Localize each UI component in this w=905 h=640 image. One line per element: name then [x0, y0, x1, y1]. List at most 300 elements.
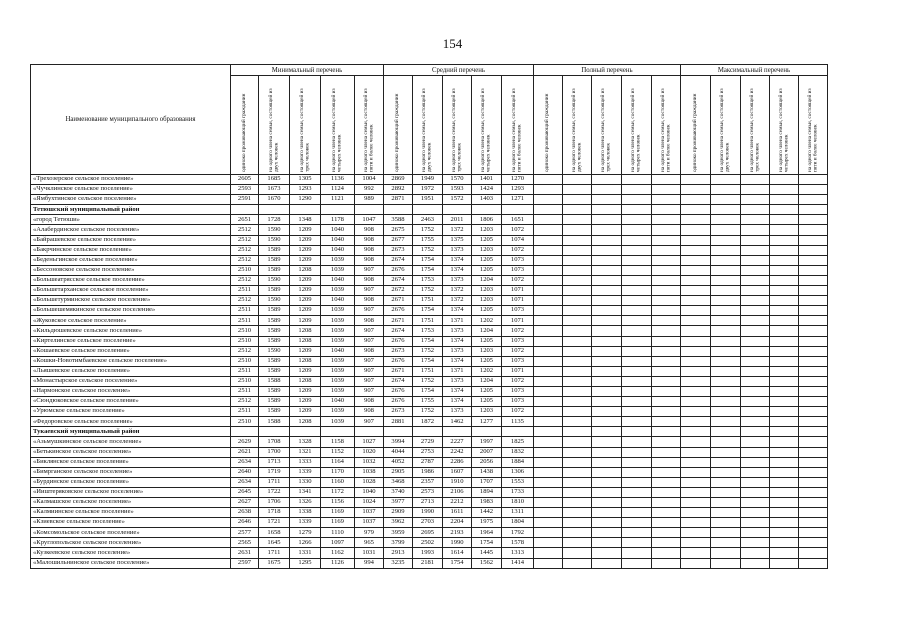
- value-cell: [711, 457, 741, 467]
- value-cell: [799, 386, 828, 396]
- value-cell: [711, 538, 741, 548]
- value-cell: [711, 286, 741, 296]
- value-cell: [534, 265, 563, 275]
- municipality-name: «Кзиевское сельское поселение»: [31, 518, 231, 528]
- value-cell: [652, 235, 681, 245]
- value-cell: 1670: [259, 195, 290, 205]
- value-cell: 2511: [231, 386, 259, 396]
- value-cell: [592, 498, 622, 508]
- value-cell: [711, 366, 741, 376]
- value-cell: 1072: [502, 326, 534, 336]
- value-cell: [534, 296, 563, 306]
- value-cell: [622, 376, 652, 386]
- value-cell: [652, 518, 681, 528]
- value-cell: 2212: [443, 498, 472, 508]
- value-cell: [799, 336, 828, 346]
- table-row: [31, 457, 828, 467]
- value-cell: [534, 487, 563, 497]
- value-cell: 1205: [472, 336, 502, 346]
- value-cell: 1209: [290, 306, 321, 316]
- value-cell: 1611: [443, 508, 472, 518]
- value-cell: 1047: [355, 215, 384, 225]
- value-cell: 2605: [231, 175, 259, 185]
- value-cell: 1752: [413, 245, 443, 255]
- value-cell: 1607: [443, 467, 472, 477]
- value-cell: [799, 265, 828, 275]
- value-cell: [259, 205, 290, 215]
- value-cell: [563, 296, 592, 306]
- value-cell: [534, 427, 563, 437]
- value-cell: [711, 195, 741, 205]
- value-cell: [622, 498, 652, 508]
- value-cell: [711, 528, 741, 538]
- value-cell: [592, 275, 622, 285]
- value-cell: [681, 185, 711, 195]
- value-cell: [770, 306, 799, 316]
- value-cell: [563, 376, 592, 386]
- value-cell: [711, 215, 741, 225]
- value-cell: 1072: [502, 245, 534, 255]
- value-cell: [681, 467, 711, 477]
- value-cell: [592, 235, 622, 245]
- value-cell: [711, 336, 741, 346]
- value-cell: 1685: [259, 175, 290, 185]
- value-cell: [652, 477, 681, 487]
- value-cell: 1949: [413, 175, 443, 185]
- value-cell: 1205: [472, 265, 502, 275]
- value-cell: 2106: [443, 487, 472, 497]
- value-cell: [592, 548, 622, 558]
- value-cell: [563, 477, 592, 487]
- value-cell: [534, 336, 563, 346]
- value-cell: [741, 477, 770, 487]
- value-cell: 1708: [259, 437, 290, 447]
- value-cell: [741, 225, 770, 235]
- value-cell: 1570: [443, 175, 472, 185]
- value-cell: 1403: [472, 195, 502, 205]
- value-cell: [534, 528, 563, 538]
- value-cell: [741, 447, 770, 457]
- value-cell: [770, 376, 799, 386]
- value-cell: [321, 205, 355, 215]
- value-cell: [534, 447, 563, 457]
- value-cell: 1024: [355, 498, 384, 508]
- value-cell: [652, 487, 681, 497]
- value-cell: 1374: [443, 265, 472, 275]
- value-cell: 2511: [231, 407, 259, 417]
- value-cell: [711, 397, 741, 407]
- value-cell: [622, 286, 652, 296]
- value-cell: [622, 386, 652, 396]
- value-cell: [534, 407, 563, 417]
- subcolumn-header-label: на одного члена семьи, состоящей из трех человек: [298, 88, 310, 172]
- subcolumn-header: [231, 76, 259, 175]
- value-cell: 1993: [413, 548, 443, 558]
- value-cell: [563, 185, 592, 195]
- value-cell: 1331: [290, 548, 321, 558]
- value-cell: [652, 245, 681, 255]
- value-cell: [321, 427, 355, 437]
- municipality-name: «Малошильнинское сельское поселение»: [31, 558, 231, 568]
- value-cell: [534, 215, 563, 225]
- value-cell: 1445: [472, 548, 502, 558]
- value-cell: [563, 215, 592, 225]
- value-cell: [592, 467, 622, 477]
- value-cell: [592, 487, 622, 497]
- value-cell: 2671: [384, 366, 413, 376]
- value-cell: 907: [355, 336, 384, 346]
- value-cell: 1810: [502, 498, 534, 508]
- table-row: [31, 407, 828, 417]
- value-cell: [622, 215, 652, 225]
- value-cell: 2573: [413, 487, 443, 497]
- subcolumn-header: [681, 76, 711, 175]
- value-cell: 2675: [384, 225, 413, 235]
- table-row: [31, 508, 828, 518]
- value-cell: 2634: [231, 457, 259, 467]
- value-cell: [563, 275, 592, 285]
- value-cell: 1209: [290, 316, 321, 326]
- section-header-maximal: Максимальный перечень: [681, 65, 828, 76]
- municipality-name: «Биклянское сельское поселение»: [31, 457, 231, 467]
- value-cell: [622, 508, 652, 518]
- value-cell: [534, 417, 563, 427]
- value-cell: 1039: [321, 326, 355, 336]
- value-cell: 2871: [384, 195, 413, 205]
- subcolumn-header-label: на одного члена семьи, состоящей из четырех человек: [480, 88, 492, 172]
- value-cell: [799, 215, 828, 225]
- value-cell: [741, 498, 770, 508]
- table-row: [31, 336, 828, 346]
- subcolumn-header: [592, 76, 622, 175]
- value-cell: 1178: [321, 215, 355, 225]
- value-cell: 2510: [231, 376, 259, 386]
- value-cell: [741, 265, 770, 275]
- value-cell: 1374: [443, 306, 472, 316]
- value-cell: [711, 508, 741, 518]
- value-cell: [563, 245, 592, 255]
- value-cell: 1209: [290, 235, 321, 245]
- subcolumn-header-label: на одного члена семьи, состоящей из пяти и более человек: [362, 88, 374, 172]
- value-cell: 1755: [413, 235, 443, 245]
- value-cell: 1589: [259, 397, 290, 407]
- value-cell: 1348: [290, 215, 321, 225]
- value-cell: 2204: [443, 518, 472, 528]
- value-cell: [711, 487, 741, 497]
- value-cell: 1375: [443, 235, 472, 245]
- value-cell: [799, 326, 828, 336]
- value-cell: [563, 175, 592, 185]
- value-cell: 1135: [502, 417, 534, 427]
- municipality-name: «город Тетюши»: [31, 215, 231, 225]
- value-cell: 1202: [472, 366, 502, 376]
- value-cell: [711, 356, 741, 366]
- value-cell: [592, 185, 622, 195]
- value-cell: 1990: [443, 538, 472, 548]
- value-cell: [652, 185, 681, 195]
- value-cell: [652, 467, 681, 477]
- value-cell: 1910: [443, 477, 472, 487]
- value-cell: [681, 518, 711, 528]
- value-cell: [770, 195, 799, 205]
- value-cell: [563, 417, 592, 427]
- municipality-name: «Калмашское сельское поселение»: [31, 498, 231, 508]
- value-cell: [711, 205, 741, 215]
- value-cell: 2512: [231, 235, 259, 245]
- value-cell: [622, 437, 652, 447]
- value-cell: [799, 376, 828, 386]
- value-cell: [563, 498, 592, 508]
- value-cell: 1169: [321, 508, 355, 518]
- value-cell: 2510: [231, 417, 259, 427]
- value-cell: 1074: [502, 235, 534, 245]
- value-cell: [592, 225, 622, 235]
- value-cell: 1270: [502, 175, 534, 185]
- value-cell: 1040: [321, 245, 355, 255]
- value-cell: 1722: [259, 487, 290, 497]
- value-cell: [534, 437, 563, 447]
- value-cell: [799, 366, 828, 376]
- value-cell: [741, 386, 770, 396]
- value-cell: 1614: [443, 548, 472, 558]
- value-cell: 908: [355, 275, 384, 285]
- value-cell: [563, 386, 592, 396]
- value-cell: 1071: [502, 296, 534, 306]
- value-cell: 1964: [472, 528, 502, 538]
- value-cell: 2597: [231, 558, 259, 568]
- value-cell: 2676: [384, 336, 413, 346]
- value-cell: 1373: [443, 275, 472, 285]
- value-cell: 907: [355, 286, 384, 296]
- value-cell: [622, 296, 652, 306]
- value-cell: 1039: [321, 316, 355, 326]
- value-cell: [770, 467, 799, 477]
- value-cell: [681, 235, 711, 245]
- value-cell: 1593: [443, 185, 472, 195]
- value-cell: [502, 427, 534, 437]
- value-cell: 2627: [231, 498, 259, 508]
- value-cell: 1208: [290, 326, 321, 336]
- value-cell: [741, 407, 770, 417]
- subcolumn-header-label: на одного члена семьи, состоящей из трех человек: [450, 88, 462, 172]
- value-cell: [799, 356, 828, 366]
- value-cell: [711, 548, 741, 558]
- value-cell: [534, 326, 563, 336]
- value-cell: [770, 477, 799, 487]
- value-cell: [681, 195, 711, 205]
- value-cell: 1754: [413, 255, 443, 265]
- value-cell: [563, 356, 592, 366]
- value-cell: [652, 376, 681, 386]
- value-cell: 908: [355, 225, 384, 235]
- value-cell: [799, 457, 828, 467]
- name-column-header: Наименование муниципального образования: [31, 65, 231, 175]
- value-cell: 1706: [259, 498, 290, 508]
- value-cell: 3977: [384, 498, 413, 508]
- value-cell: 1986: [413, 467, 443, 477]
- value-cell: [652, 296, 681, 306]
- value-cell: [741, 457, 770, 467]
- value-cell: [592, 427, 622, 437]
- value-cell: 2510: [231, 336, 259, 346]
- value-cell: 2510: [231, 356, 259, 366]
- value-cell: [711, 225, 741, 235]
- value-cell: 1752: [413, 376, 443, 386]
- value-cell: [592, 376, 622, 386]
- value-cell: [770, 407, 799, 417]
- value-cell: [622, 528, 652, 538]
- value-cell: [652, 386, 681, 396]
- table-row: [31, 538, 828, 548]
- value-cell: [622, 275, 652, 285]
- value-cell: 1040: [321, 275, 355, 285]
- value-cell: 1645: [259, 538, 290, 548]
- subcolumn-header: [711, 76, 741, 175]
- value-cell: [741, 286, 770, 296]
- value-cell: 2672: [384, 286, 413, 296]
- value-cell: [711, 306, 741, 316]
- value-cell: 1097: [321, 538, 355, 548]
- value-cell: [652, 225, 681, 235]
- value-cell: [770, 427, 799, 437]
- value-cell: 1752: [413, 225, 443, 235]
- value-cell: [592, 447, 622, 457]
- value-cell: 1589: [259, 386, 290, 396]
- value-cell: 908: [355, 245, 384, 255]
- value-cell: 1202: [472, 316, 502, 326]
- page-number: 154: [442, 36, 463, 51]
- value-cell: 2674: [384, 376, 413, 386]
- value-cell: [592, 386, 622, 396]
- value-cell: [799, 498, 828, 508]
- value-cell: 1073: [502, 265, 534, 275]
- value-cell: 2511: [231, 306, 259, 316]
- value-cell: 2695: [413, 528, 443, 538]
- subcolumn-header: [770, 76, 799, 175]
- value-cell: 1371: [443, 366, 472, 376]
- value-cell: 908: [355, 255, 384, 265]
- municipality-name: «Кильдюшевское сельское поселение»: [31, 326, 231, 336]
- municipality-name: «Сюндюковское сельское поселение»: [31, 397, 231, 407]
- value-cell: 2463: [413, 215, 443, 225]
- value-cell: 1277: [472, 417, 502, 427]
- value-cell: [259, 427, 290, 437]
- value-cell: [770, 326, 799, 336]
- value-cell: [622, 235, 652, 245]
- value-cell: [681, 558, 711, 568]
- value-cell: 1675: [259, 558, 290, 568]
- value-cell: [799, 487, 828, 497]
- subcolumn-header: [384, 76, 413, 175]
- value-cell: 1753: [413, 326, 443, 336]
- municipality-name: «Жуковское сельское поселение»: [31, 316, 231, 326]
- value-cell: 2512: [231, 296, 259, 306]
- value-cell: 1203: [472, 296, 502, 306]
- value-cell: 1341: [290, 487, 321, 497]
- value-cell: [652, 498, 681, 508]
- value-cell: [681, 346, 711, 356]
- value-cell: 2577: [231, 528, 259, 538]
- value-cell: [652, 346, 681, 356]
- value-cell: 1279: [290, 528, 321, 538]
- value-cell: 1039: [321, 407, 355, 417]
- value-cell: 1754: [413, 265, 443, 275]
- value-cell: 1590: [259, 225, 290, 235]
- value-cell: 1040: [321, 397, 355, 407]
- value-cell: [534, 195, 563, 205]
- value-cell: 2511: [231, 366, 259, 376]
- value-cell: 1719: [259, 467, 290, 477]
- value-cell: [681, 457, 711, 467]
- value-cell: 1071: [502, 366, 534, 376]
- district-name: Тетюшский муниципальный район: [31, 205, 231, 215]
- value-cell: [413, 427, 443, 437]
- value-cell: [681, 275, 711, 285]
- value-cell: 1733: [502, 487, 534, 497]
- value-cell: 2510: [231, 326, 259, 336]
- value-cell: [741, 215, 770, 225]
- table-row: [31, 326, 828, 336]
- value-cell: [384, 427, 413, 437]
- value-cell: [741, 306, 770, 316]
- value-cell: 908: [355, 397, 384, 407]
- value-cell: [622, 467, 652, 477]
- value-cell: [681, 437, 711, 447]
- value-cell: 907: [355, 376, 384, 386]
- value-cell: 2673: [384, 245, 413, 255]
- value-cell: [770, 346, 799, 356]
- value-cell: [355, 427, 384, 437]
- value-cell: 2056: [472, 457, 502, 467]
- value-cell: 2787: [413, 457, 443, 467]
- value-cell: 908: [355, 235, 384, 245]
- value-cell: [502, 205, 534, 215]
- value-cell: 1071: [502, 316, 534, 326]
- value-cell: [741, 185, 770, 195]
- value-cell: [563, 235, 592, 245]
- value-cell: [534, 397, 563, 407]
- municipality-name: «Трехозерское сельское поселение»: [31, 175, 231, 185]
- value-cell: 1590: [259, 346, 290, 356]
- value-cell: 1752: [413, 286, 443, 296]
- value-cell: 1266: [290, 538, 321, 548]
- value-cell: [770, 356, 799, 366]
- value-cell: 2713: [413, 498, 443, 508]
- value-cell: [652, 175, 681, 185]
- subcolumn-header: [290, 76, 321, 175]
- value-cell: [770, 205, 799, 215]
- value-cell: 1754: [413, 336, 443, 346]
- value-cell: 1073: [502, 255, 534, 265]
- value-cell: [799, 508, 828, 518]
- value-cell: [622, 477, 652, 487]
- value-cell: [563, 255, 592, 265]
- value-cell: 2227: [443, 437, 472, 447]
- value-cell: [563, 487, 592, 497]
- value-cell: 2512: [231, 275, 259, 285]
- value-cell: 3799: [384, 538, 413, 548]
- value-cell: [592, 326, 622, 336]
- municipality-name: «Киртелинское сельское поселение»: [31, 336, 231, 346]
- value-cell: 1578: [502, 538, 534, 548]
- value-cell: 2638: [231, 508, 259, 518]
- value-cell: 2646: [231, 518, 259, 528]
- value-cell: [711, 407, 741, 417]
- value-cell: 2674: [384, 275, 413, 285]
- value-cell: [652, 447, 681, 457]
- value-cell: [681, 538, 711, 548]
- value-cell: [741, 437, 770, 447]
